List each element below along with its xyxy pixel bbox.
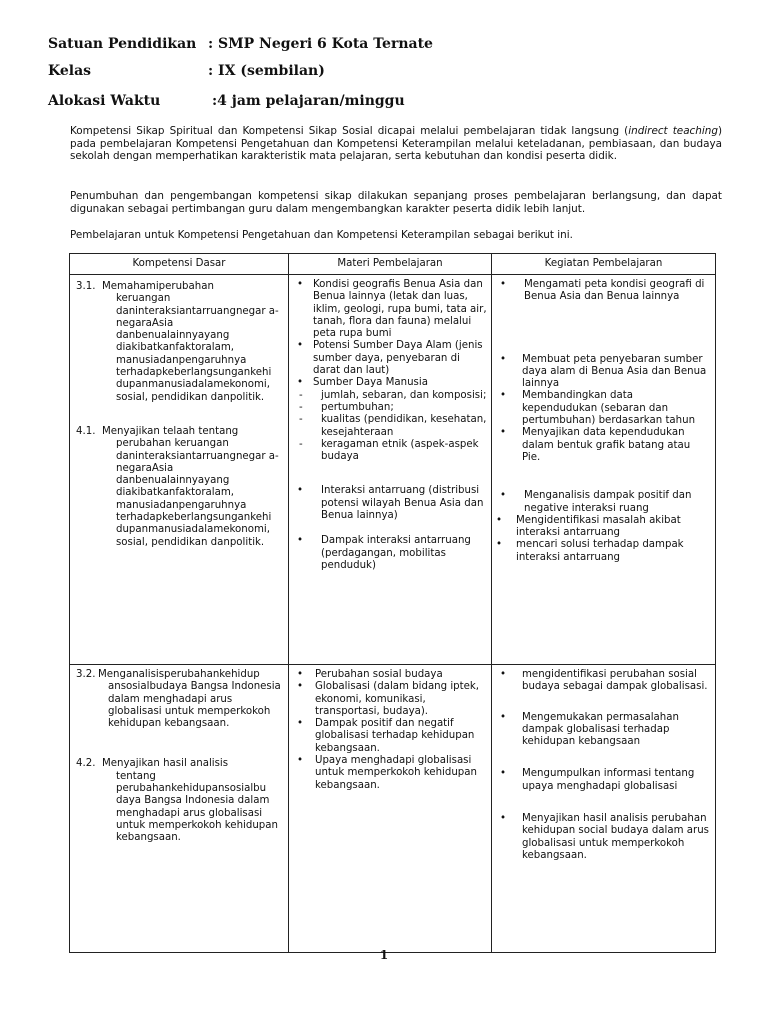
header-materi-pembelajaran: Materi Pembelajaran bbox=[289, 254, 492, 275]
list-item: • Dampak positif dan negatif globalisasi terhadap kehidupan kebangsaan. bbox=[291, 718, 487, 755]
list-item: • Mengamati peta kondisi geografi di Benua Asia dan Benua lainnya bbox=[494, 279, 711, 304]
list-item: • Potensi Sumber Daya Alam (jenis sumber daya, penyebaran di darat dan laut) bbox=[291, 340, 487, 377]
list-item: • Menganalisis dampak positif dan negative interaksi ruang bbox=[494, 490, 711, 515]
table-header-row bbox=[70, 254, 716, 275]
alokasi-label: Alokasi Waktu bbox=[48, 93, 161, 109]
list-item: • mencari solusi terhadap dampak interaksi antarruang bbox=[494, 539, 711, 564]
intro-paragraph-3: Pembelajaran untuk Kompetensi Pengetahuan dan Kompetensi Keterampilan sebagai berikut ini. bbox=[70, 229, 573, 241]
kelas-value: : IX (sembilan) bbox=[208, 63, 325, 79]
intro-p1-part-b: ) pada pembelajaran Kompetensi Pengetahuan dan Kompetensi Keterampilan melalui keteladanan, pembiasaan, dan budaya sekolah dengan memperhatikan karakteristik mata pelajaran, serta kebutuhan dan kondisi peserta didik. bbox=[70, 125, 722, 162]
satuan-value: : SMP Negeri 6 Kota Ternate bbox=[208, 36, 433, 52]
list-item: • Membandingkan data kependudukan (sebaran dan pertumbuhan) berdasarkan tahun bbox=[494, 390, 711, 427]
kd-item bbox=[76, 758, 284, 844]
alokasi-value: :4 jam pelajaran/minggu bbox=[212, 93, 405, 109]
header-row-satuan bbox=[48, 36, 433, 52]
list-item: • mengidentifikasi perubahan sosial budaya sebagai dampak globalisasi. bbox=[494, 669, 711, 694]
intro-paragraph-1 bbox=[70, 125, 722, 163]
kd-cell bbox=[70, 275, 289, 665]
materi-cell bbox=[289, 275, 492, 665]
kd-number: 3.2. bbox=[76, 669, 96, 680]
kd-number: 4.1. bbox=[76, 425, 96, 437]
list-item: • Perubahan sosial budaya bbox=[291, 669, 487, 681]
header-row-alokasi bbox=[48, 93, 405, 109]
kd-text: ansosialbudaya Bangsa Indonesia dalam menghadapi arus globalisasi untuk memperkokoh kehidupan kebangsaan. bbox=[108, 681, 281, 730]
list-item: • Sumber Daya Manusia bbox=[291, 377, 487, 389]
list-item: - kualitas (pendidikan, kesehatan, kesejahteraan bbox=[291, 414, 487, 439]
kd-text: perubahan keruangan daninteraksiantarruangnegar a-negaraAsia danbenualainnyayang diakibatkanfaktoralam, manusiadanpengaruhnya terhadapkeberlangsungankehi dupanmanusiadalamekonomi, sosial, pendidikan danpolitik. bbox=[116, 438, 279, 548]
list-item: - pertumbuhan; bbox=[291, 402, 487, 414]
kd-text: tentang perubahankehidupansosialbu daya Bangsa Indonesia dalam menghadapi arus globalisasi untuk memperkokoh kehidupan kebangsaan. bbox=[116, 770, 278, 844]
intro-p1-part-a: Kompetensi Sikap Spiritual dan Kompetensi Sikap Sosial dicapai melalui pembelajaran tidak langsung ( bbox=[70, 125, 629, 137]
list-item: - keragaman etnik (aspek-aspek budaya bbox=[291, 439, 487, 464]
list-item: • Menyajikan data kependudukan dalam bentuk grafik batang atau Pie. bbox=[494, 427, 711, 464]
list-item: • Mengidentifikasi masalah akibat interaksi antarruang bbox=[494, 515, 711, 540]
table-row bbox=[70, 275, 716, 665]
kd-item bbox=[76, 281, 284, 404]
kd-first-line: Menyajikan telaah tentang bbox=[102, 425, 239, 437]
kd-first-line: Memahamiperubahan bbox=[102, 281, 214, 292]
table-row bbox=[70, 665, 716, 953]
learning-table bbox=[69, 253, 716, 953]
list-item: • Membuat peta penyebaran sumber daya alam di Benua Asia dan Benua lainnya bbox=[494, 354, 711, 391]
kd-number: 3.1. bbox=[76, 281, 96, 292]
header-kompetensi-dasar: Kompetensi Dasar bbox=[70, 254, 289, 275]
kd-cell bbox=[70, 665, 289, 953]
kd-first-line: Menyajikan hasil analisis bbox=[102, 758, 229, 770]
list-item: • Interaksi antarruang (distribusi potensi wilayah Benua Asia dan Benua lainnya) bbox=[291, 485, 487, 522]
list-item: • Upaya menghadapi globalisasi untuk memperkokoh kehidupan kebangsaan. bbox=[291, 755, 487, 792]
list-item: • Menyajikan hasil analisis perubahan kehidupan social budaya dalam arus globalisasi untuk memperkokoh kebangsaan. bbox=[494, 813, 711, 862]
list-item: - jumlah, sebaran, dan komposisi; bbox=[291, 390, 487, 402]
list-item: • Globalisasi (dalam bidang iptek, ekonomi, komunikasi, transportasi, budaya). bbox=[291, 681, 487, 718]
kd-item bbox=[76, 669, 284, 730]
intro-p1-italic: indirect teaching bbox=[628, 125, 718, 137]
kelas-label: Kelas bbox=[48, 63, 92, 79]
kegiatan-cell bbox=[492, 275, 716, 665]
header-row-kelas bbox=[48, 63, 325, 79]
list-item: • Mengemukakan permasalahan dampak globalisasi terhadap kehidupan kebangsaan bbox=[494, 712, 711, 749]
header-kegiatan-pembelajaran: Kegiatan Pembelajaran bbox=[492, 254, 716, 275]
intro-paragraph-2: Penumbuhan dan pengembangan kompetensi sikap dilakukan sepanjang proses pembelajaran berlangsung, dan dapat digunakan sebagai pertimbangan guru dalam mengembangkan karakter peserta didik lebih lanjut. bbox=[70, 190, 722, 215]
list-item: • Kondisi geografis Benua Asia dan Benua lainnya (letak dan luas, iklim, geologi, rupa bumi, tata air, tanah, flora dan fauna) melalui peta rupa bumi bbox=[291, 279, 487, 340]
kd-number: 4.2. bbox=[76, 758, 96, 770]
page-number: 1 bbox=[379, 948, 389, 962]
list-item: • Dampak interaksi antarruang (perdagangan, mobilitas penduduk) bbox=[291, 535, 487, 572]
list-item: • Mengumpulkan informasi tentang upaya menghadapi globalisasi bbox=[494, 768, 711, 793]
kd-first-line: Menganalisisperubahankehidup bbox=[98, 669, 260, 680]
materi-cell bbox=[289, 665, 492, 953]
kd-text: keruangan daninteraksiantarruangnegar a-negaraAsia danbenualainnyayang diakibatkanfaktoralam, manusiadanpengaruhnya terhadapkeberlangsungankehi dupanmanusiadalamekonomi, sosial, pendidikan danpolitik. bbox=[116, 293, 279, 403]
kd-item bbox=[76, 426, 284, 549]
satuan-label: Satuan Pendidikan bbox=[48, 36, 197, 52]
kegiatan-cell bbox=[492, 665, 716, 953]
